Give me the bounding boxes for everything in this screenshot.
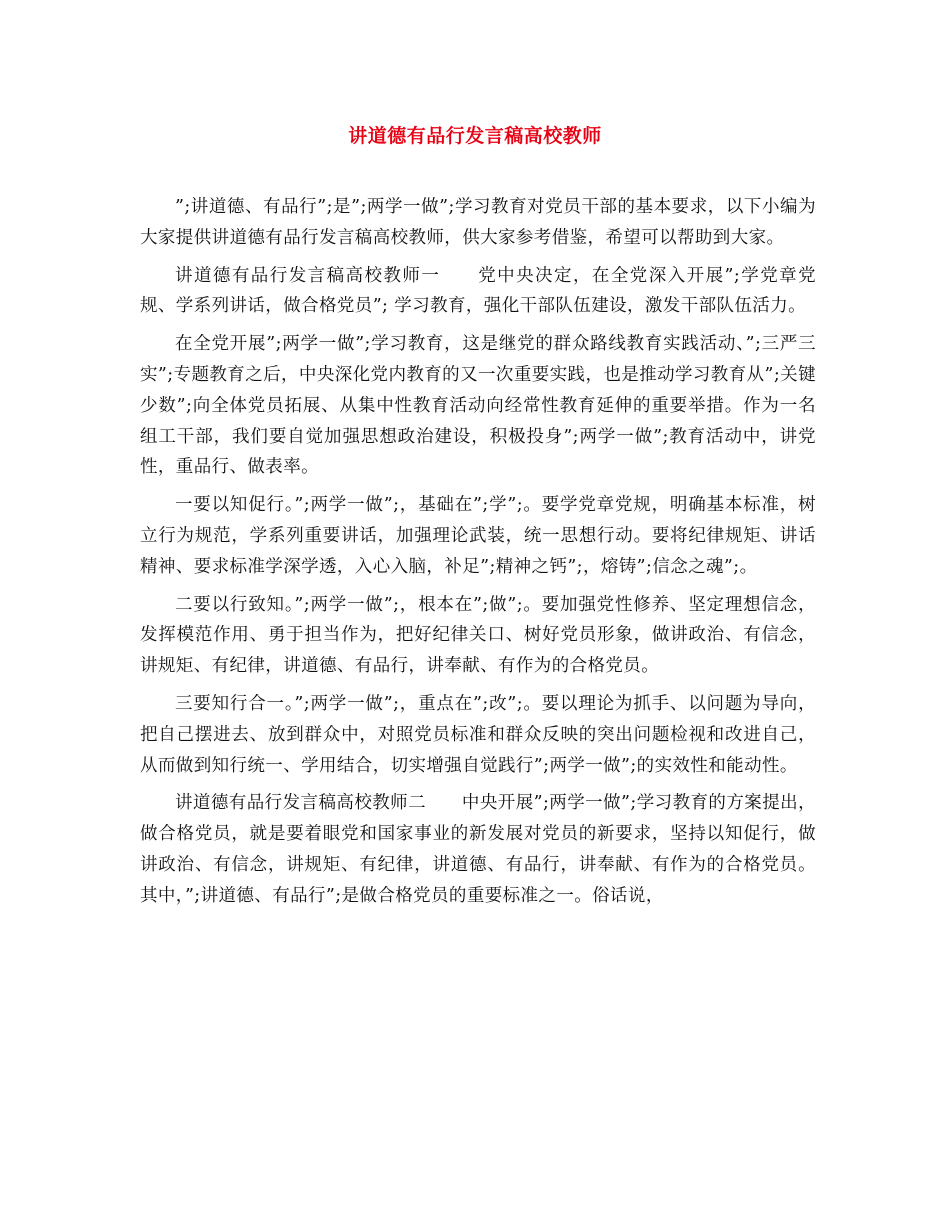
paragraph: 讲道德有品行发言稿高校教师二 中央开展”;两学一做”;学习教育的方案提出，做合格党员，就是要着眼党和国家事业的新发展对党员的新要求，坚持以知促行，做讲政治、有信念，讲规矩、有纪律，讲道德、有品行，讲奉献、有作为的合格党员。其中，”;讲道德、有品行”;是做合格党员的重要标准之一。俗话说，	[140, 793, 816, 906]
paragraph: 讲道德有品行发言稿高校教师一 党中央决定，在全党深入开展”;学党章党规、学系列讲话，做合格党员”; 学习教育，强化干部队伍建设，激发干部队伍活力。	[140, 265, 816, 317]
paragraph: 三要知行合一。”;两学一做”;，重点在”;改”;。要以理论为抓手、以问题为导向，把自己摆进去、放到群众中，对照党员标准和群众反映的突出问题检视和改进自己，从而做到知行统一、学用结合，切实增强自觉践行”;两学一做”;的实效性和能动性。	[140, 693, 816, 776]
document-title: 讲道德有品行发言稿高校教师	[348, 125, 602, 147]
paragraph: ”;讲道德、有品行”;是”;两学一做”;学习教育对党员干部的基本要求，以下小编为大家提供讲道德有品行发言稿高校教师，供大家参考借鉴，希望可以帮助到大家。	[140, 197, 816, 248]
paragraph: 二要以行致知。”;两学一做”;，根本在”;做”;。要加强党性修养、坚定理想信念，发挥模范作用、勇于担当作为，把好纪律关口、树好党员形象，做讲政治、有信念，讲规矩、有纪律，讲道德、有品行，讲奉献、有作为的合格党员。	[140, 594, 816, 677]
paragraph: 在全党开展”;两学一做”;学习教育，这是继党的群众路线教育实践活动、”;三严三实”;专题教育之后，中央深化党内教育的又一次重要实践，也是推动学习教育从”;关键少数”;向全体党员拓展、从集中性教育活动向经常性教育延伸的重要举措。作为一名组工干部，我们要自觉加强思想政治建设，积极投身”;两学一做”;教育活动中，讲党性，重品行、做表率。	[140, 334, 816, 478]
document-body	[140, 192, 816, 919]
paragraph: 一要以知促行。”;两学一做”;，基础在”;学”;。要学党章党规，明确基本标准，树立行为规范，学系列重要讲话，加强理论武装，统一思想行动。要将纪律规矩、讲话精神、要求标准学深学透，入心入脑，补足”;精神之钙”;，熔铸”;信念之魂”;。	[140, 495, 816, 577]
